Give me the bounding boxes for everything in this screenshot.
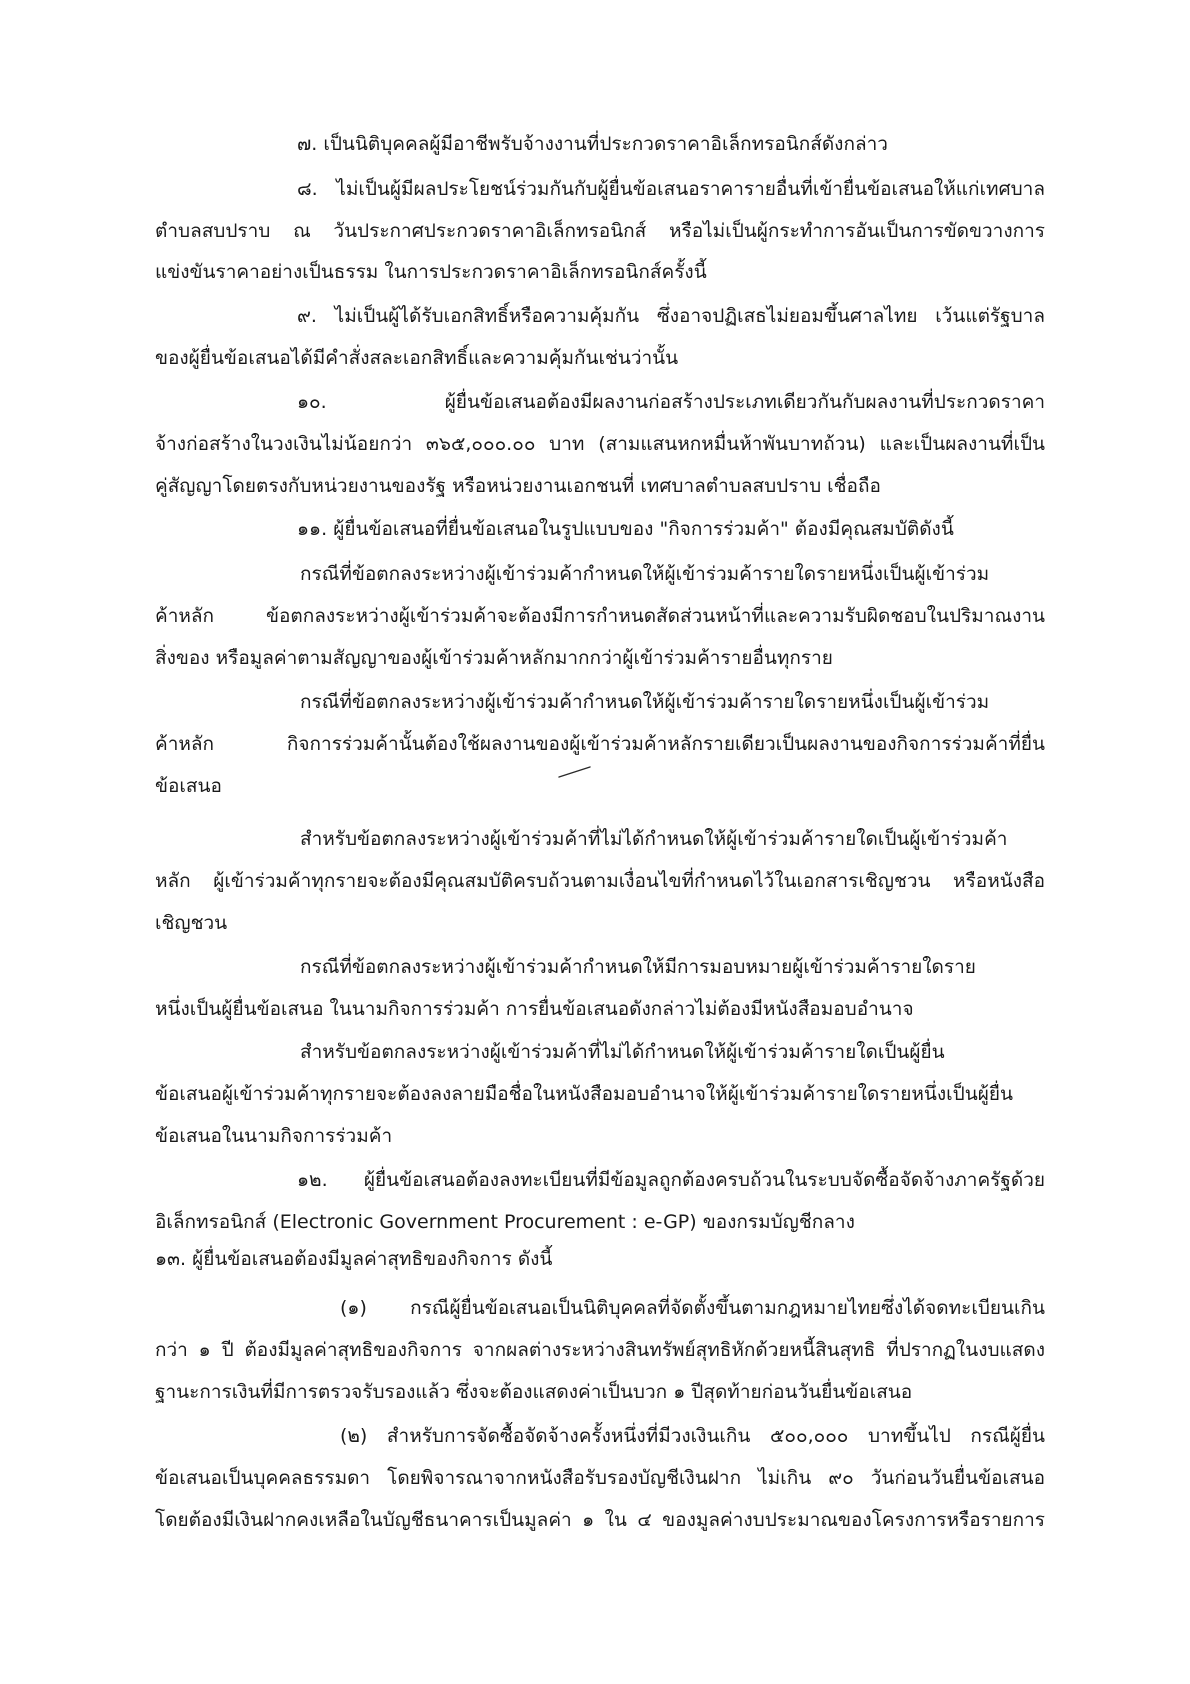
clause-11-para-1-line-3: สิ่งของ หรือมูลค่าตามสัญญาของผู้เข้าร่วมค้าหลักมากกว่าผู้เข้าร่วมค้ารายอื่นทุกราย [155, 647, 833, 669]
clause-11-para-5-line-3: ข้อเสนอในนามกิจการร่วมค้า [155, 1125, 393, 1147]
clause-8-line-2: ตำบลสบปราบ ณ วันประกาศประกวดราคาอิเล็กทรอนิกส์ หรือไม่เป็นผู้กระทำการอันเป็นการขัดขวางการ [155, 220, 1045, 242]
clause-11-para-5-line-1: สำหรับข้อตกลงระหว่างผู้เข้าร่วมค้าที่ไม่ได้กำหนดให้ผู้เข้าร่วมค้ารายใดเป็นผู้ยื่น [300, 1041, 945, 1063]
clause-9-line-1: ๙. ไม่เป็นผู้ได้รับเอกสิทธิ์หรือความคุ้มกัน ซึ่งอาจปฏิเสธไม่ยอมขึ้นศาลไทย เว้นแต่รัฐบาล [297, 305, 1045, 327]
clause-13-item-2-line-3: โดยต้องมีเงินฝากคงเหลือในบัญชีธนาคารเป็นมูลค่า ๑ ใน ๔ ของมูลค่างบประมาณของโครงการหรือรายการ [155, 1509, 1045, 1531]
clause-13-item-2-line-1: (๒) สำหรับการจัดซื้อจัดจ้างครั้งหนึ่งที่มีวงเงินเกิน ๕๐๐,๐๐๐ บาทขึ้นไป กรณีผู้ยื่น [340, 1425, 1045, 1447]
clause-13-heading: ๑๓. ผู้ยื่นข้อเสนอต้องมีมูลค่าสุทธิของกิจการ ดังนี้ [155, 1248, 553, 1270]
clause-13-item-1-line-2: กว่า ๑ ปี ต้องมีมูลค่าสุทธิของกิจการ จากผลต่างระหว่างสินทรัพย์สุทธิหักด้วยหนี้สินสุทธิ ที่ปรากฏในงบแสดง [155, 1339, 1045, 1361]
clause-13-item-2-line-2: ข้อเสนอเป็นบุคคลธรรมดา โดยพิจารณาจากหนังสือรับรองบัญชีเงินฝาก ไม่เกิน ๙๐ วันก่อนวันยื่นข้อเสนอ [155, 1467, 1045, 1489]
clause-13-item-1-line-3: ฐานะการเงินที่มีการตรวจรับรองแล้ว ซึ่งจะต้องแสดงค่าเป็นบวก ๑ ปีสุดท้ายก่อนวันยื่นข้อเสนอ [155, 1381, 913, 1403]
clause-11-para-2-line-1: กรณีที่ข้อตกลงระหว่างผู้เข้าร่วมค้ากำหนดให้ผู้เข้าร่วมค้ารายใดรายหนึ่งเป็นผู้เข้าร่วม [300, 691, 990, 713]
clause-11-para-1-line-2: ค้าหลัก ข้อตกลงระหว่างผู้เข้าร่วมค้าจะต้องมีการกำหนดสัดส่วนหน้าที่และความรับผิดชอบในปริมาณงาน [155, 605, 1045, 627]
clause-11-heading: ๑๑. ผู้ยื่นข้อเสนอที่ยื่นข้อเสนอในรูปแบบของ "กิจการร่วมค้า" ต้องมีคุณสมบัติดังนี้ [297, 518, 954, 540]
clause-10-line-1: ๑๐. ผู้ยื่นข้อเสนอต้องมีผลงานก่อสร้างประเภทเดียวกันกับผลงานที่ประกวดราคา [297, 391, 1045, 413]
clause-11-para-1-line-1: กรณีที่ข้อตกลงระหว่างผู้เข้าร่วมค้ากำหนดให้ผู้เข้าร่วมค้ารายใดรายหนึ่งเป็นผู้เข้าร่วม [300, 563, 990, 585]
clause-11-para-3-line-2: หลัก ผู้เข้าร่วมค้าทุกรายจะต้องมีคุณสมบัติครบถ้วนตามเงื่อนไขที่กำหนดไว้ในเอกสารเชิญชวน หรือหนังสือ [155, 870, 1045, 892]
clause-11-para-3-line-3: เชิญชวน [155, 912, 228, 934]
clause-12-line-1: ๑๒. ผู้ยื่นข้อเสนอต้องลงทะเบียนที่มีข้อมูลถูกต้องครบถ้วนในระบบจัดซื้อจัดจ้างภาครัฐด้วย [297, 1169, 1045, 1191]
clause-11-para-4-line-1: กรณีที่ข้อตกลงระหว่างผู้เข้าร่วมค้ากำหนดให้มีการมอบหมายผู้เข้าร่วมค้ารายใดราย [300, 956, 976, 978]
pen-tick-mark [557, 765, 593, 779]
clause-12-line-2: อิเล็กทรอนิกส์ (Electronic Government Procurement : e-GP) ของกรมบัญชีกลาง [155, 1211, 855, 1233]
clause-11-para-2-line-3: ข้อเสนอ [155, 775, 222, 797]
clause-13-item-1-line-1: (๑) กรณีผู้ยื่นข้อเสนอเป็นนิติบุคคลที่จัดตั้งขึ้นตามกฎหมายไทยซึ่งได้จดทะเบียนเกิน [340, 1297, 1045, 1319]
clause-9-line-2: ของผู้ยื่นข้อเสนอได้มีคำสั่งสละเอกสิทธิ์และความคุ้มกันเช่นว่านั้น [155, 347, 679, 369]
clause-7-line-1: ๗. เป็นนิติบุคคลผู้มีอาชีพรับจ้างงานที่ประกวดราคาอิเล็กทรอนิกส์ดังกล่าว [297, 133, 888, 155]
clause-10-line-2: จ้างก่อสร้างในวงเงินไม่น้อยกว่า ๓๖๕,๐๐๐.๐๐ บาท (สามแสนหกหมื่นห้าพันบาทถ้วน) และเป็นผลงานที่เป็น [155, 433, 1045, 455]
clause-11-para-4-line-2: หนึ่งเป็นผู้ยื่นข้อเสนอ ในนามกิจการร่วมค้า การยื่นข้อเสนอดังกล่าวไม่ต้องมีหนังสือมอบอำนาจ [155, 998, 914, 1020]
clause-8-line-3: แข่งขันราคาอย่างเป็นธรรม ในการประกวดราคาอิเล็กทรอนิกส์ครั้งนี้ [155, 261, 707, 283]
clause-8-line-1: ๘. ไม่เป็นผู้มีผลประโยชน์ร่วมกันกับผู้ยื่นข้อเสนอราคารายอื่นที่เข้ายื่นข้อเสนอให้แก่เทศบาล [297, 178, 1045, 200]
clause-11-para-3-line-1: สำหรับข้อตกลงระหว่างผู้เข้าร่วมค้าที่ไม่ได้กำหนดให้ผู้เข้าร่วมค้ารายใดเป็นผู้เข้าร่วมค้า [300, 828, 1008, 850]
clause-11-para-2-line-2: ค้าหลัก กิจการร่วมค้านั้นต้องใช้ผลงานของผู้เข้าร่วมค้าหลักรายเดียวเป็นผลงานของกิจการร่วมค้าที่ยื่น [155, 733, 1045, 755]
clause-11-para-5-line-2: ข้อเสนอผู้เข้าร่วมค้าทุกรายจะต้องลงลายมือชื่อในหนังสือมอบอำนาจให้ผู้เข้าร่วมค้ารายใดรายหนึ่งเป็นผู้ยื่น [155, 1083, 1013, 1105]
clause-10-line-3: คู่สัญญาโดยตรงกับหน่วยงานของรัฐ หรือหน่วยงานเอกชนที่ เทศบาลตำบลสบปราบ เชื่อถือ [155, 475, 881, 497]
